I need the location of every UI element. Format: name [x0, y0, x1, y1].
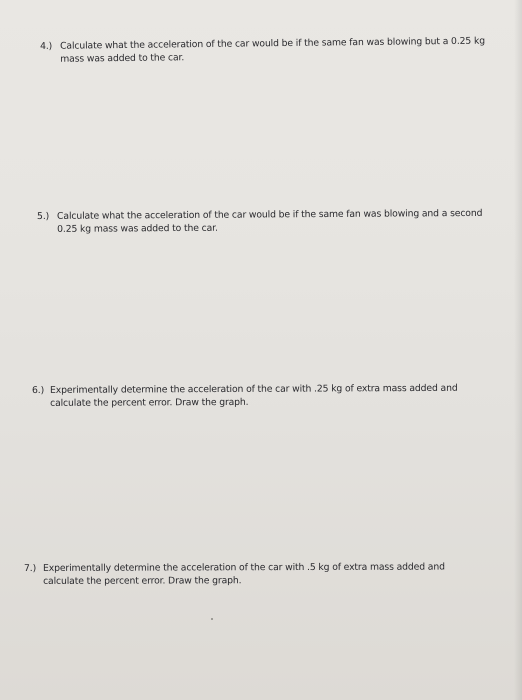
question-line: 0.25 kg mass was added to the car. [57, 222, 218, 235]
question-line: calculate the percent error. Draw the graph. [43, 574, 242, 587]
question-line: Calculate what the acceleration of the car would be if the same fan was blowing and a second [56, 207, 483, 222]
question-text [60, 36, 485, 66]
question-line: Calculate what the acceleration of the car would be if the same fan was blowing but a 0.25 kg [59, 35, 485, 52]
question-line: Experimentally determine the acceleration of the car with .25 kg of extra mass added and [49, 382, 458, 396]
question-text [57, 208, 482, 236]
question-number: 5.) [37, 210, 50, 222]
question-line: Experimentally determine the acceleration of the car with .5 kg of extra mass added and [42, 561, 445, 574]
paper-speck [211, 618, 213, 620]
question-line: calculate the percent error. Draw the graph. [50, 396, 249, 409]
question-number: 7.) [24, 562, 37, 574]
question-number: 4.) [40, 40, 53, 52]
question-number: 6.) [32, 384, 45, 396]
question-line: mass was added to the car. [60, 51, 185, 65]
question-text [50, 383, 458, 410]
question-text [43, 562, 445, 588]
